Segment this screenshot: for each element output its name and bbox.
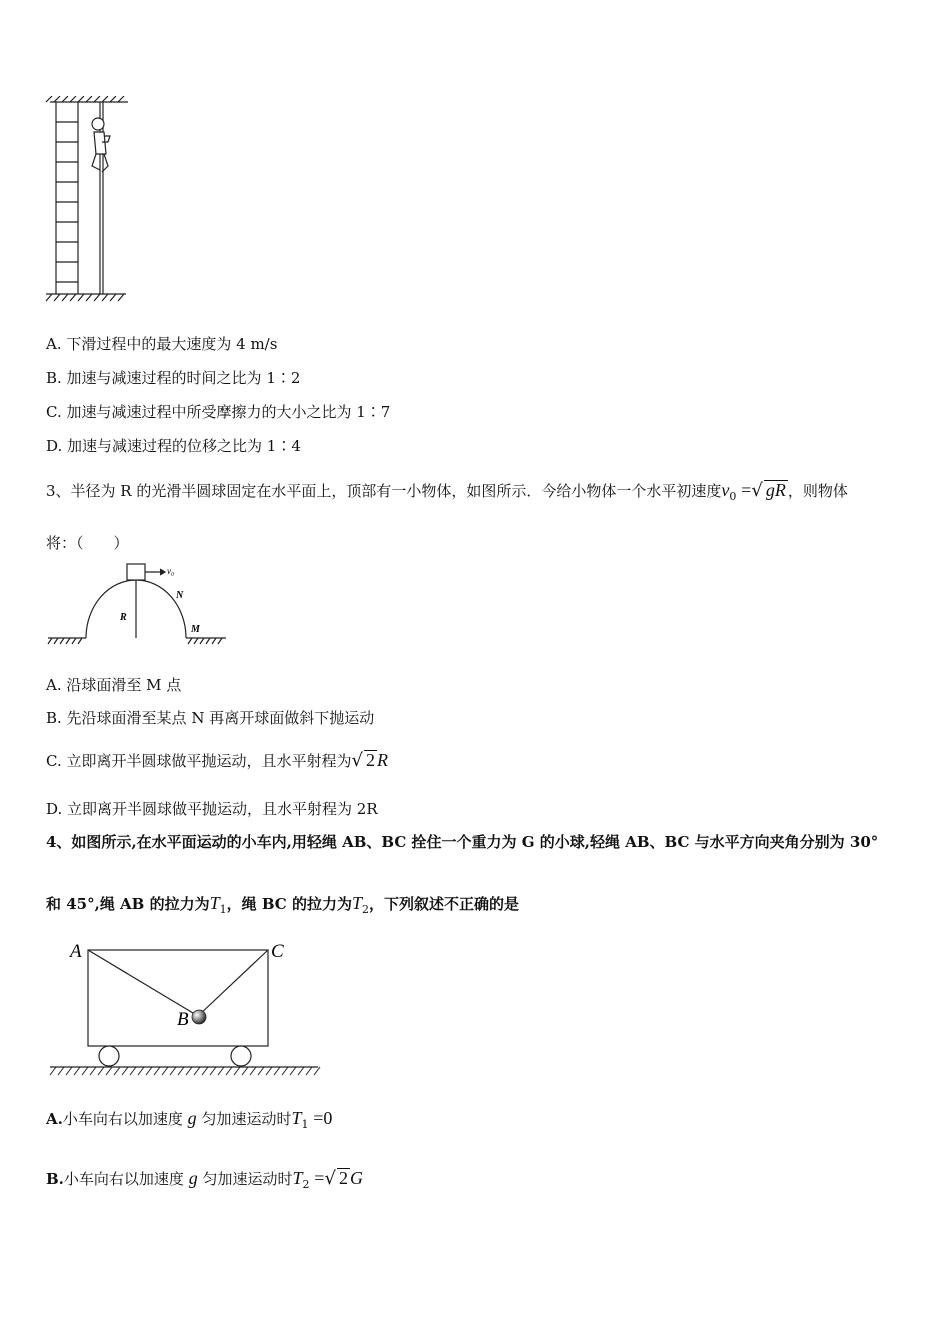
- q2-option-a: A. 下滑过程中的最大速度为 4 m/s: [46, 335, 278, 353]
- q3-option-d: D. 立即离开半圆球做平抛运动，且水平射程为 2R: [46, 800, 378, 818]
- sqrt-icon: √: [351, 750, 363, 771]
- q4-stem-line2: [46, 893, 519, 920]
- q4-stem-line2-a: 和 45°,绳 AB 的拉力为: [46, 895, 210, 913]
- q3-stem-part2: ，则物体: [787, 482, 848, 500]
- sqrt-icon: √: [324, 1168, 336, 1189]
- q4-stem-line2-b: ，绳 BC 的拉力为: [226, 895, 352, 913]
- q4-option-a-label: A.: [46, 1110, 63, 1128]
- q3-stem-line2: 将：（ ）: [46, 534, 129, 552]
- q4-t1-sub: 1: [219, 903, 227, 916]
- q3-radicand: gR: [765, 480, 786, 500]
- q4-fig-c-label: C: [271, 941, 284, 962]
- q4-option-b-text: 小车向右以加速度: [63, 1170, 184, 1188]
- q4-option-a-eq: =0: [313, 1108, 333, 1128]
- q3-option-c-text: C. 立即离开半圆球做平抛运动，且水平射程为: [46, 752, 352, 770]
- q3-option-c: [46, 750, 388, 771]
- hemisphere-figure: [46, 560, 232, 650]
- q4-option-a-text: 小车向右以加速度: [62, 1110, 183, 1128]
- q4-option-b: [46, 1168, 363, 1195]
- cart-figure: [46, 938, 326, 1080]
- q4-t2-sub: 2: [361, 903, 369, 916]
- q4-option-b-sqrt: 2: [338, 1168, 348, 1188]
- q4-option-a-t-sub: 1: [301, 1118, 309, 1131]
- q4-option-a-g: g: [187, 1108, 197, 1128]
- q3-eq: =: [741, 480, 752, 500]
- q3-v-symbol: v: [721, 480, 730, 500]
- sqrt-icon: √: [751, 480, 763, 501]
- q4-option-a-t: T: [291, 1108, 302, 1128]
- q4-option-b-t-sub: 2: [302, 1178, 310, 1191]
- q3-fig-v0-label: v₀: [167, 566, 175, 576]
- q3-option-b: B. 先沿球面滑至某点 N 再离开球面做斜下抛运动: [46, 709, 375, 727]
- q4-fig-b-label: B: [177, 1009, 189, 1030]
- q4-t2: T: [351, 893, 362, 913]
- q3-v-sub: 0: [729, 490, 737, 503]
- q3-fig-m-label: M: [191, 624, 200, 635]
- q3-fig-n-label: N: [176, 590, 184, 601]
- q4-option-b-t: T: [292, 1168, 303, 1188]
- q2-option-d: D. 加速与减速过程的位移之比为 1∶4: [46, 437, 301, 455]
- q3-fig-r-label: R: [120, 612, 127, 623]
- q4-stem-line1: 4、如图所示,在水平面运动的小车内,用轻绳 AB、BC 拴住一个重力为 G 的小球,轻绳 AB、BC 与水平方向夹角分别为 30°: [46, 833, 879, 851]
- q3-stem-part1: 3、半径为 R 的光滑半圆球固定在水平面上，顶部有一小物体，如图所示．今给小物体一个水平初速度: [46, 482, 722, 500]
- q2-option-c: C. 加速与减速过程中所受摩擦力的大小之比为 1∶7: [46, 403, 391, 421]
- q4-option-a: [46, 1108, 332, 1135]
- q4-stem-line2-c: ，下列叙述不正确的是: [368, 895, 519, 913]
- ladder-rope-figure: [44, 96, 134, 306]
- q3-stem-line1: [46, 480, 848, 507]
- q4-t1: T: [209, 893, 220, 913]
- q3-option-a: A. 沿球面滑至 M 点: [46, 676, 182, 694]
- q3-option-c-var: R: [376, 750, 388, 770]
- q4-option-a-text2: 匀加速运动时: [201, 1110, 292, 1128]
- q4-option-b-text2: 匀加速运动时: [202, 1170, 293, 1188]
- q3-option-c-sqrt: 2: [365, 750, 375, 770]
- q4-option-b-var: G: [349, 1168, 363, 1188]
- q4-option-b-g: g: [188, 1168, 198, 1188]
- q4-option-b-label: B.: [46, 1170, 64, 1188]
- q2-option-b: B. 加速与减速过程的时间之比为 1∶2: [46, 369, 301, 387]
- q4-option-b-eq: =: [314, 1168, 325, 1188]
- q4-fig-a-label: A: [70, 941, 82, 962]
